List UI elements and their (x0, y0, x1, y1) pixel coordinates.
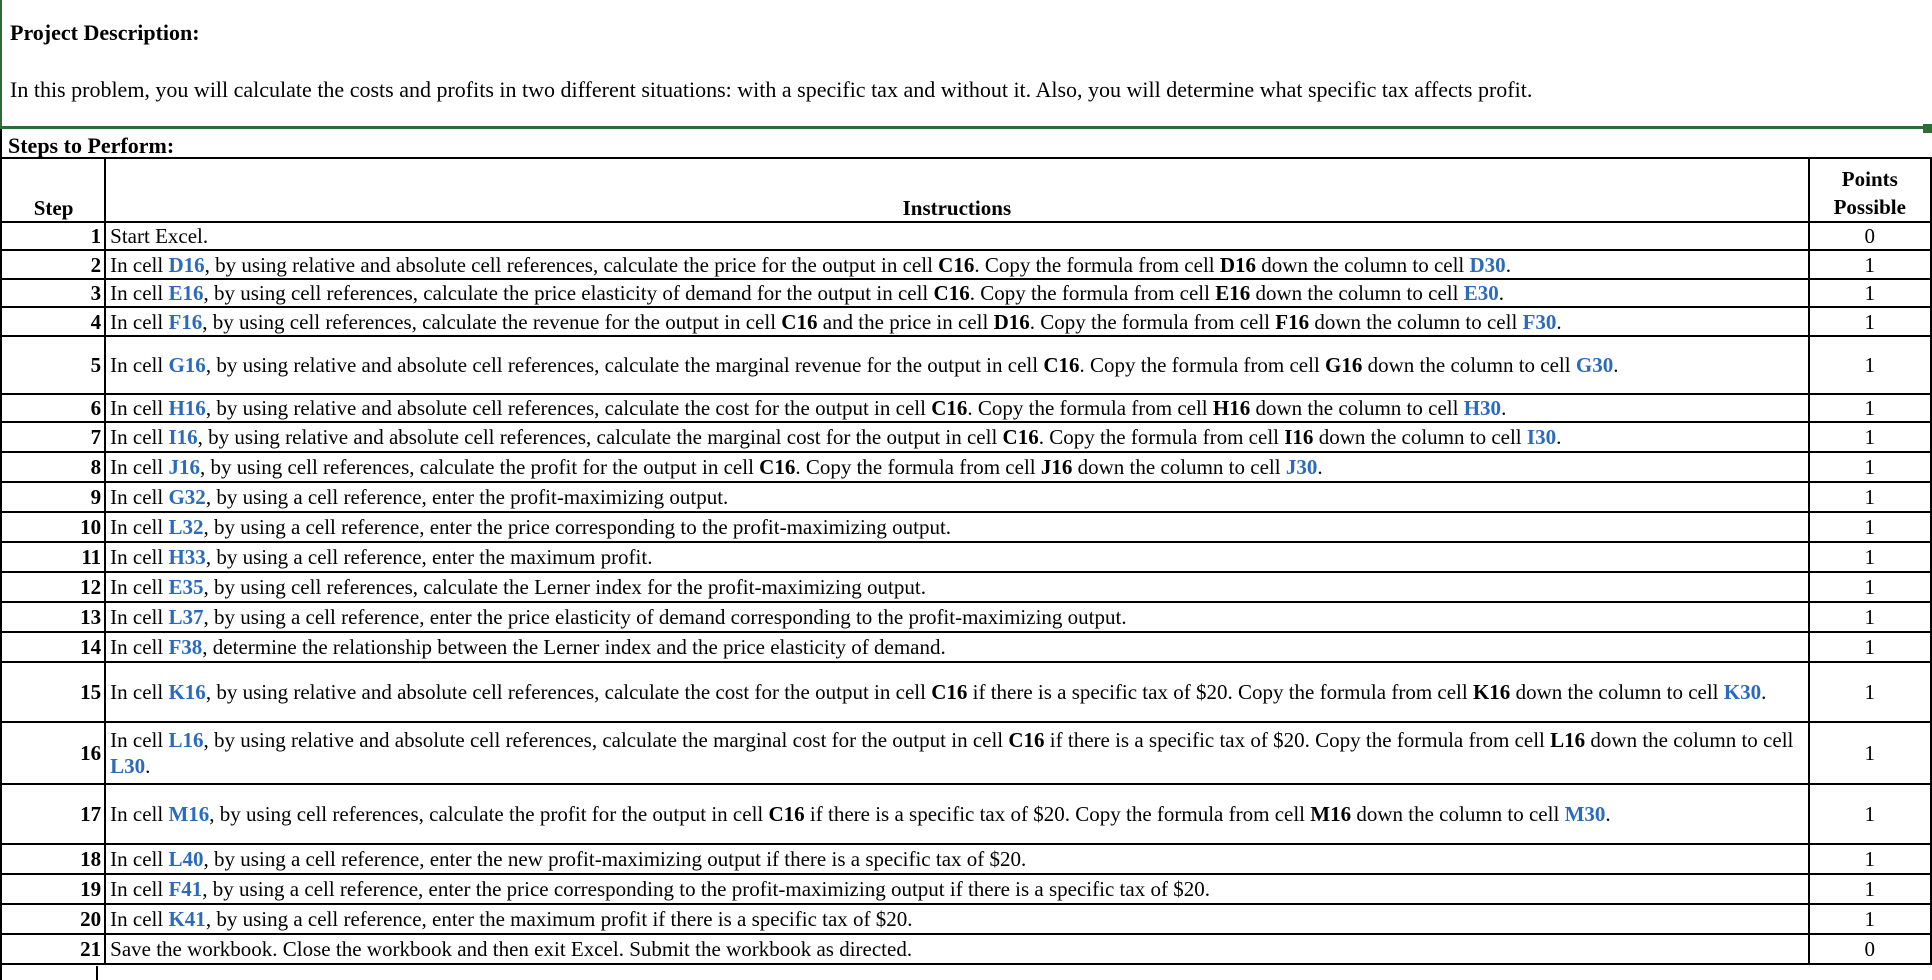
instruction-text: In cell (110, 252, 169, 277)
table-row (1, 874, 1931, 904)
table-row (1, 602, 1931, 632)
cell-reference: L30 (110, 754, 146, 778)
instruction-text: . (1317, 455, 1323, 479)
instruction-cell[interactable] (105, 512, 1808, 542)
step-number-cell[interactable]: 16 (1, 722, 105, 784)
instruction-text: down the column to cell (1313, 425, 1527, 449)
table-row (1, 572, 1931, 602)
instruction-cell[interactable] (105, 572, 1808, 602)
points-cell[interactable]: 1 (1809, 250, 1931, 279)
step-number-cell[interactable]: 4 (1, 307, 105, 336)
instruction-text: , by using a cell reference, enter the price corresponding to the profit-maximizing output if there is a specific tax of $20. (202, 877, 1210, 901)
cell-reference: J30 (1285, 455, 1318, 479)
step-number-cell[interactable]: 2 (1, 250, 105, 279)
cell-reference: K41 (168, 907, 206, 931)
instruction-text: . Copy the formula from cell (1029, 309, 1276, 334)
bold-cell-reference: C16 (1002, 425, 1039, 449)
points-cell[interactable]: 1 (1809, 482, 1931, 512)
instruction-text: , by using relative and absolute cell references, calculate the cost for the output in cell (205, 396, 932, 420)
step-number-cell[interactable]: 9 (1, 482, 105, 512)
step-number-cell[interactable]: 15 (1, 662, 105, 722)
instruction-text: In cell (110, 545, 169, 569)
points-cell[interactable]: 1 (1809, 394, 1931, 422)
header-step: Step (1, 158, 105, 222)
instruction-cell[interactable] (105, 784, 1808, 844)
bold-cell-reference: J16 (1040, 455, 1073, 479)
table-row (1, 336, 1931, 394)
instruction-text: . (1556, 309, 1562, 334)
table-row (1, 482, 1931, 512)
bold-cell-reference: C16 (1008, 728, 1045, 752)
step-number-cell[interactable]: 7 (1, 422, 105, 452)
instruction-text: . (1498, 281, 1504, 305)
cell-reference: J16 (168, 455, 200, 479)
table-row (1, 512, 1931, 542)
cell-reference: F30 (1522, 309, 1557, 334)
step-number-cell[interactable]: 1 (1, 222, 105, 250)
points-cell[interactable]: 0 (1809, 934, 1931, 964)
instruction-text: if there is a specific tax of $20. Copy the formula from cell (1044, 728, 1551, 752)
cell-reference: F41 (168, 877, 203, 901)
cell-reference: H30 (1463, 396, 1502, 420)
cell-reference: G16 (168, 353, 206, 377)
instruction-text: In cell (110, 802, 169, 826)
instruction-text: In cell (110, 847, 169, 871)
table-row (1, 632, 1931, 662)
instruction-text: . Copy the formula from cell (969, 281, 1216, 305)
instruction-text: In cell (110, 425, 169, 449)
header-points-possible (1809, 158, 1931, 222)
instruction-cell[interactable] (105, 279, 1808, 307)
instruction-text: and the price in cell (817, 309, 994, 334)
bold-cell-reference: I16 (1284, 425, 1314, 449)
cell-reference: L37 (168, 605, 204, 629)
instruction-text: . Copy the formula from cell (974, 252, 1220, 277)
instruction-text: In cell (110, 515, 169, 539)
instruction-text: . (1505, 252, 1511, 277)
instruction-text: down the column to cell (1250, 281, 1464, 305)
instruction-text: down the column to cell (1250, 396, 1464, 420)
cell-reference: F38 (168, 635, 203, 659)
points-cell[interactable]: 1 (1809, 307, 1931, 336)
instruction-text: down the column to cell (1351, 802, 1565, 826)
instruction-text: down the column to cell (1072, 455, 1286, 479)
instruction-text: , by using cell references, calculate the revenue for the output in cell (202, 309, 782, 334)
step-number-cell[interactable]: 10 (1, 512, 105, 542)
table-row (1, 784, 1931, 844)
points-cell[interactable]: 1 (1809, 784, 1931, 844)
step-number-cell[interactable]: 13 (1, 602, 105, 632)
points-cell[interactable]: 1 (1809, 632, 1931, 662)
table-row (1, 542, 1931, 572)
instruction-text: , determine the relationship between the Lerner index and the price elasticity of demand. (202, 635, 946, 659)
instruction-text: In cell (110, 309, 169, 334)
cell-reference: H33 (168, 545, 206, 569)
instruction-text: down the column to cell (1510, 680, 1724, 704)
step-number-cell[interactable]: 11 (1, 542, 105, 572)
instruction-cell[interactable] (105, 874, 1808, 904)
instruction-text: In cell (110, 605, 169, 629)
instruction-text: down the column to cell (1362, 353, 1576, 377)
table-row (1, 722, 1931, 784)
points-cell[interactable]: 1 (1809, 572, 1931, 602)
bold-cell-reference: C16 (781, 309, 818, 334)
points-cell[interactable]: 1 (1809, 336, 1931, 394)
instruction-text: , by using a cell reference, enter the profit-maximizing output. (205, 485, 729, 509)
instruction-text: Save the workbook. Close the workbook and then exit Excel. Submit the workbook as directed. (110, 937, 913, 961)
table-row (1, 452, 1931, 482)
bold-cell-reference: K16 (1472, 680, 1511, 704)
bold-cell-reference: F16 (1275, 309, 1310, 334)
cell-reference: I30 (1526, 425, 1557, 449)
instruction-text: , by using relative and absolute cell references, calculate the marginal cost for the output in cell (203, 728, 1009, 752)
step-number-cell[interactable]: 21 (1, 934, 105, 964)
cell-reference: M30 (1564, 802, 1606, 826)
table-row (1, 904, 1931, 934)
table-row (1, 422, 1931, 452)
instruction-text: In cell (110, 575, 169, 599)
instruction-cell[interactable] (105, 722, 1808, 784)
step-number-cell[interactable]: 3 (1, 279, 105, 307)
points-cell[interactable]: 1 (1809, 722, 1931, 784)
cell-reference: I16 (168, 425, 198, 449)
points-cell[interactable]: 1 (1809, 602, 1931, 632)
bold-cell-reference: C16 (933, 281, 970, 305)
instruction-text: , by using cell references, calculate the Lerner index for the profit-maximizing output. (203, 575, 926, 599)
table-row (1, 662, 1931, 722)
points-cell[interactable]: 1 (1809, 662, 1931, 722)
instruction-text: . (1605, 802, 1611, 826)
project-description-text: In this problem, you will calculate the costs and profits in two different situations: with a specific tax and without it. Also, you will determine what specific tax affects profit. (10, 77, 1533, 102)
cell-reference: L32 (168, 515, 204, 539)
cell-reference: K30 (1723, 680, 1762, 704)
cell-reference: E16 (168, 281, 204, 305)
header-points-line1: Points (1841, 167, 1898, 191)
instruction-text: , by using cell references, calculate the price elasticity of demand for the output in cell (203, 281, 934, 305)
instruction-cell[interactable] (105, 904, 1808, 934)
step-number-cell[interactable]: 19 (1, 874, 105, 904)
instruction-text: . Copy the formula from cell (967, 396, 1213, 420)
instruction-text: if there is a specific tax of $20. Copy the formula from cell (804, 802, 1311, 826)
instruction-text: , by using a cell reference, enter the price corresponding to the profit-maximizing output. (203, 515, 952, 539)
points-cell[interactable]: 1 (1809, 874, 1931, 904)
bold-cell-reference: C16 (759, 455, 796, 479)
step-number-cell[interactable]: 5 (1, 336, 105, 394)
instruction-text: if there is a specific tax of $20. Copy the formula from cell (967, 680, 1473, 704)
table-row (1, 307, 1931, 336)
instruction-text: In cell (110, 455, 169, 479)
instruction-cell[interactable] (105, 844, 1808, 874)
instruction-text: In cell (110, 907, 169, 931)
instruction-cell[interactable] (105, 482, 1808, 512)
points-cell[interactable]: 1 (1809, 452, 1931, 482)
instruction-text: In cell (110, 281, 169, 305)
bold-cell-reference: C16 (931, 396, 968, 420)
cell-reference: L40 (168, 847, 204, 871)
table-row (1, 844, 1931, 874)
instruction-text: Start Excel. (110, 224, 209, 248)
instruction-text: down the column to cell (1256, 252, 1470, 277)
table-row (1, 394, 1931, 422)
points-cell[interactable]: 1 (1809, 542, 1931, 572)
cell-reference: E35 (168, 575, 204, 599)
instruction-text: , by using a cell reference, enter the maximum profit. (205, 545, 653, 569)
instruction-cell[interactable] (105, 542, 1808, 572)
cell-reference: D30 (1469, 252, 1506, 277)
instruction-cell[interactable] (105, 662, 1808, 722)
cell-reference: K16 (168, 680, 206, 704)
instruction-text: In cell (110, 635, 169, 659)
cell-reference: F16 (168, 309, 203, 334)
bold-cell-reference: C16 (1043, 353, 1080, 377)
table-row (1, 250, 1931, 279)
table-row (1, 279, 1931, 307)
cell-reference: E30 (1463, 281, 1499, 305)
instruction-text: , by using a cell reference, enter the maximum profit if there is a specific tax of $20. (205, 907, 913, 931)
instruction-text: In cell (110, 353, 169, 377)
instruction-text: . (1556, 425, 1562, 449)
header-points-line2: Possible (1833, 195, 1906, 219)
cell-reference: G32 (168, 485, 206, 509)
table-row (1, 222, 1931, 250)
table-row (1, 934, 1931, 964)
instruction-text: , by using relative and absolute cell references, calculate the price for the output in cell (204, 252, 939, 277)
instruction-cell[interactable] (105, 222, 1808, 250)
points-cell[interactable]: 0 (1809, 222, 1931, 250)
points-cell[interactable]: 1 (1809, 904, 1931, 934)
instruction-text: . (1761, 680, 1767, 704)
instruction-text: , by using relative and absolute cell references, calculate the marginal cost for the output in cell (197, 425, 1003, 449)
instruction-text: In cell (110, 877, 169, 901)
cell-reference: H16 (168, 396, 206, 420)
instruction-text: , by using cell references, calculate the profit for the output in cell (199, 455, 760, 479)
points-cell[interactable]: 1 (1809, 422, 1931, 452)
instruction-text: In cell (110, 396, 169, 420)
bold-cell-reference: M16 (1310, 802, 1352, 826)
step-number-cell[interactable]: 18 (1, 844, 105, 874)
step-number-cell[interactable]: 8 (1, 452, 105, 482)
step-number-cell[interactable]: 17 (1, 784, 105, 844)
instruction-text: In cell (110, 680, 169, 704)
points-cell[interactable]: 1 (1809, 512, 1931, 542)
instruction-text: . (1613, 353, 1619, 377)
instruction-text: In cell (110, 485, 169, 509)
instruction-text: , by using relative and absolute cell references, calculate the marginal revenue for the output in cell (205, 353, 1044, 377)
bold-cell-reference: G16 (1325, 353, 1363, 377)
fill-handle[interactable] (1923, 124, 1932, 133)
step-number-cell[interactable]: 20 (1, 904, 105, 934)
bold-cell-reference: E16 (1215, 281, 1251, 305)
instruction-text: , by using cell references, calculate the profit for the output in cell (209, 802, 769, 826)
instruction-text: In cell (110, 728, 169, 752)
bold-cell-reference: C16 (938, 252, 975, 277)
instruction-text: . (145, 754, 151, 778)
bold-cell-reference: C16 (931, 680, 968, 704)
points-cell[interactable]: 1 (1809, 844, 1931, 874)
cell-reference: L16 (168, 728, 204, 752)
bold-cell-reference: C16 (768, 802, 805, 826)
cell-reference: D16 (168, 252, 205, 277)
cell-reference: M16 (168, 802, 210, 826)
instruction-text: . Copy the formula from cell (1038, 425, 1285, 449)
bold-cell-reference: D16 (1219, 252, 1257, 277)
bold-cell-reference: D16 (993, 309, 1030, 334)
instruction-text: down the column to cell (1309, 309, 1523, 334)
instruction-cell[interactable] (105, 394, 1808, 422)
instruction-cell[interactable] (105, 452, 1808, 482)
instruction-cell[interactable] (105, 632, 1808, 662)
cell-reference: G30 (1575, 353, 1614, 377)
instruction-text: . Copy the formula from cell (795, 455, 1041, 479)
instruction-cell[interactable] (105, 250, 1808, 279)
project-description-cell[interactable] (0, 0, 1930, 129)
steps-to-perform-title: Steps to Perform: (8, 133, 175, 158)
instruction-text: , by using a cell reference, enter the price elasticity of demand corresponding to the profit-maximizing output. (203, 605, 1127, 629)
steps-table (0, 157, 1932, 965)
bold-cell-reference: H16 (1212, 396, 1251, 420)
header-instructions: Instructions (105, 158, 1808, 222)
instruction-text: down the column to cell (1585, 728, 1794, 752)
instruction-text: , by using relative and absolute cell references, calculate the cost for the output in cell (205, 680, 932, 704)
instruction-text: . Copy the formula from cell (1079, 353, 1326, 377)
project-description-title: Project Description: (10, 20, 200, 45)
instruction-text: , by using a cell reference, enter the new profit-maximizing output if there is a specific tax of $20. (203, 847, 1027, 871)
step-number-cell[interactable]: 6 (1, 394, 105, 422)
column-divider (96, 966, 98, 980)
instruction-cell[interactable] (105, 336, 1808, 394)
header-row (1, 158, 1931, 222)
bold-cell-reference: L16 (1550, 728, 1586, 752)
instruction-cell[interactable] (105, 602, 1808, 632)
step-number-cell[interactable]: 12 (1, 572, 105, 602)
instruction-text: . (1501, 396, 1507, 420)
instruction-cell[interactable] (105, 934, 1808, 964)
points-cell[interactable]: 1 (1809, 279, 1931, 307)
instruction-cell[interactable] (105, 307, 1808, 336)
step-number-cell[interactable]: 14 (1, 632, 105, 662)
instruction-cell[interactable] (105, 422, 1808, 452)
